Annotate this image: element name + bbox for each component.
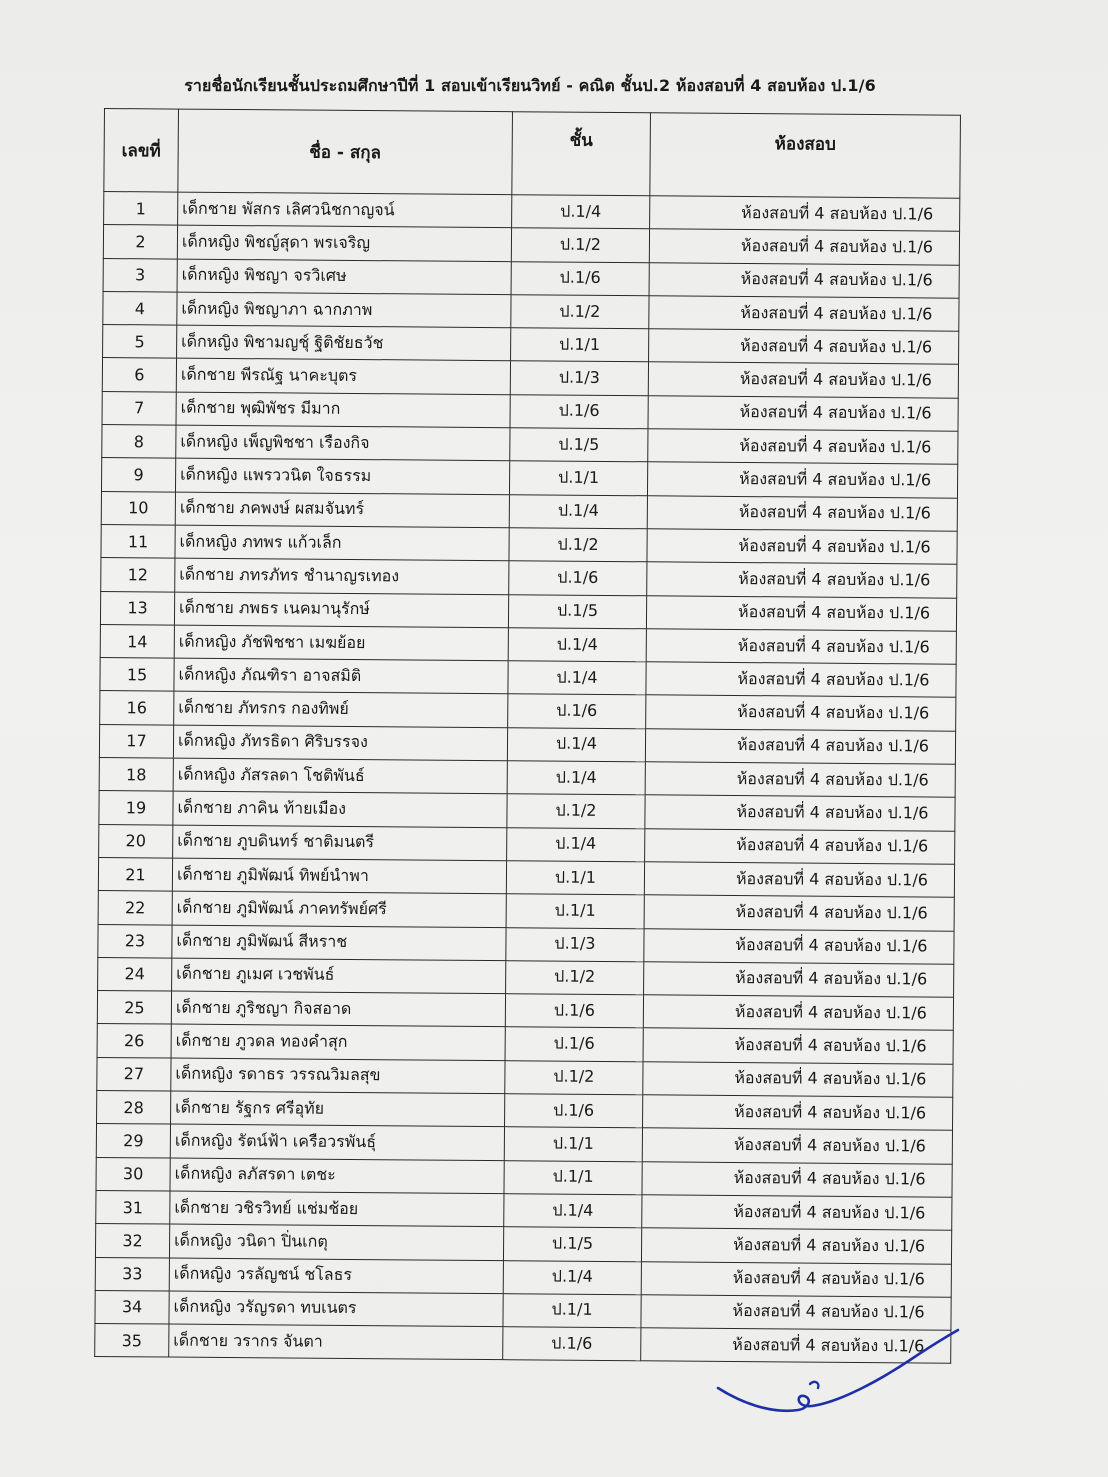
cell-student-name: เด็กชาย ภูมิพัฒน์ ภาคทรัพย์ศรี [172,891,506,927]
cell-student-name: เด็กหญิง พิชญา จรวิเศษ [177,259,511,295]
cell-class: ป.1/6 [510,394,648,428]
cell-no: 11 [101,524,175,558]
cell-no: 35 [95,1324,169,1358]
cell-class: ป.1/4 [507,761,645,795]
cell-exam-room: ห้องสอบที่ 4 สอบห้อง ป.1/6 [643,1028,953,1064]
cell-class: ป.1/3 [506,927,644,961]
cell-exam-room: ห้องสอบที่ 4 สอบห้อง ป.1/6 [646,595,956,631]
cell-student-name: เด็กชาย พัสกร เลิศวนิชกาญจน์ [178,192,512,228]
cell-class: ป.1/6 [508,694,646,728]
cell-exam-room: ห้องสอบที่ 4 สอบห้อง ป.1/6 [641,1328,951,1364]
cell-class: ป.1/4 [504,1194,642,1228]
cell-no: 30 [96,1157,170,1191]
cell-student-name: เด็กชาย พีรณัฐ นาคะบุตร [176,359,510,395]
cell-student-name: เด็กหญิง รัตน์ฟ้า เครือวรพันธุ์ [170,1124,504,1160]
cell-no: 19 [99,791,173,825]
cell-no: 13 [100,591,174,625]
cell-class: ป.1/4 [509,494,647,528]
cell-student-name: เด็กหญิง ภทพร แก้วเล็ก [175,525,509,561]
cell-no: 9 [101,458,175,492]
cell-no: 23 [98,924,172,958]
cell-class: ป.1/2 [506,961,644,995]
cell-no: 5 [103,325,177,359]
cell-exam-room: ห้องสอบที่ 4 สอบห้อง ป.1/6 [647,562,957,598]
cell-no: 4 [103,291,177,325]
cell-no: 31 [96,1190,170,1224]
cell-class: ป.1/1 [509,461,647,495]
cell-no: 25 [97,991,171,1025]
column-header-no: เลขที่ [104,109,179,193]
cell-no: 15 [100,658,174,692]
cell-class: ป.1/5 [508,594,646,628]
cell-no: 26 [97,1024,171,1058]
cell-class: ป.1/5 [510,428,648,462]
cell-no: 24 [98,957,172,991]
cell-student-name: เด็กชาย ภพธร เนคมานุรักษ์ [174,592,508,628]
cell-no: 29 [96,1124,170,1158]
cell-no: 32 [95,1224,169,1258]
cell-student-name: เด็กหญิง ลภัสรดา เตชะ [170,1158,504,1194]
cell-exam-room: ห้องสอบที่ 4 สอบห้อง ป.1/6 [647,495,957,531]
cell-student-name: เด็กหญิง พิชญ์สุดา พรเจริญ [177,225,511,261]
cell-no: 12 [101,558,175,592]
cell-exam-room: ห้องสอบที่ 4 สอบห้อง ป.1/6 [649,329,959,365]
cell-no: 21 [98,857,172,891]
cell-no: 33 [95,1257,169,1291]
cell-no: 20 [99,824,173,858]
cell-student-name: เด็กหญิง วรัญรดา ทบเนตร [169,1291,503,1327]
cell-student-name: เด็กหญิง เพ็ญพิชชา เรืองกิจ [176,425,510,461]
cell-exam-room: ห้องสอบที่ 4 สอบห้อง ป.1/6 [643,995,953,1031]
cell-no: 22 [98,891,172,925]
document-title: รายชื่อนักเรียนชั้นประถมศึกษาปีที่ 1 สอบเข้าเรียนวิทย์ - คณิต ชั้นป.2 ห้องสอบที่ 4 สอบห้อง ป.1/6 [184,76,876,95]
cell-student-name: เด็กชาย พุฒิพัชร มีมาก [176,392,510,428]
cell-student-name: เด็กชาย ภูริชญา กิจสอาด [171,991,505,1027]
cell-exam-room: ห้องสอบที่ 4 สอบห้อง ป.1/6 [650,196,960,232]
cell-no: 1 [104,192,178,226]
cell-exam-room: ห้องสอบที่ 4 สอบห้อง ป.1/6 [644,895,954,931]
signature-stroke [810,1382,818,1388]
cell-exam-room: ห้องสอบที่ 4 สอบห้อง ป.1/6 [649,296,959,332]
cell-exam-room: ห้องสอบที่ 4 สอบห้อง ป.1/6 [642,1128,952,1164]
cell-no: 16 [100,691,174,725]
cell-class: ป.1/5 [503,1227,641,1261]
cell-student-name: เด็กหญิง ภัชพิชชา เมฆย้อย [174,625,508,661]
cell-student-name: เด็กชาย ภูบดินทร์ ชาติมนตรี [173,825,507,861]
cell-student-name: เด็กชาย วรากร จันตา [169,1324,503,1360]
cell-student-name: เด็กหญิง ภัทรธิดา ศิริบรรจง [173,725,507,761]
cell-exam-room: ห้องสอบที่ 4 สอบห้อง ป.1/6 [646,662,956,698]
cell-class: ป.1/3 [510,361,648,395]
cell-no: 17 [99,724,173,758]
cell-exam-room: ห้องสอบที่ 4 สอบห้อง ป.1/6 [644,862,954,898]
cell-exam-room: ห้องสอบที่ 4 สอบห้อง ป.1/6 [644,962,954,998]
cell-exam-room: ห้องสอบที่ 4 สอบห้อง ป.1/6 [648,429,958,465]
cell-no: 3 [103,258,177,292]
column-header-name: ชื่อ - สกุล [178,109,513,195]
cell-exam-room: ห้องสอบที่ 4 สอบห้อง ป.1/6 [646,629,956,665]
cell-student-name: เด็กหญิง รดาธร วรรณวิมลสุข [171,1058,505,1094]
cell-class: ป.1/2 [511,295,649,329]
cell-class: ป.1/6 [511,261,649,295]
cell-student-name: เด็กชาย วชิรวิทย์ แช่มช้อย [170,1191,504,1227]
cell-student-name: เด็กชาย ภูวดล ทองคำสุก [171,1024,505,1060]
cell-student-name: เด็กหญิง ภัสรลดา โชติพันธ์ [173,758,507,794]
cell-exam-room: ห้องสอบที่ 4 สอบห้อง ป.1/6 [641,1261,951,1297]
cell-student-name: เด็กหญิง แพรววนิต ใจธรรม [175,458,509,494]
cell-exam-room: ห้องสอบที่ 4 สอบห้อง ป.1/6 [642,1161,952,1197]
cell-class: ป.1/6 [505,1027,643,1061]
cell-class: ป.1/1 [503,1293,641,1327]
cell-class: ป.1/4 [508,661,646,695]
cell-exam-room: ห้องสอบที่ 4 สอบห้อง ป.1/6 [647,529,957,565]
cell-student-name: เด็กหญิง พิชามญชุ์ ฐิติชัยธวัช [177,325,511,361]
cell-no: 10 [101,491,175,525]
cell-exam-room: ห้องสอบที่ 4 สอบห้อง ป.1/6 [649,262,959,298]
cell-class: ป.1/2 [505,1060,643,1094]
cell-class: ป.1/6 [503,1327,641,1361]
cell-no: 27 [97,1057,171,1091]
cell-exam-room: ห้องสอบที่ 4 สอบห้อง ป.1/6 [648,362,958,398]
table-header-row [104,109,961,199]
cell-exam-room: ห้องสอบที่ 4 สอบห้อง ป.1/6 [645,795,955,831]
cell-student-name: เด็กชาย ภัทรกร กองทิพย์ [174,692,508,728]
cell-no: 6 [102,358,176,392]
cell-student-name: เด็กหญิง ภัณฑิรา อาจสมิติ [174,658,508,694]
cell-student-name: เด็กชาย ภทรภัทร ชำนาญรเทอง [175,558,509,594]
cell-no: 18 [99,758,173,792]
cell-exam-room: ห้องสอบที่ 4 สอบห้อง ป.1/6 [646,695,956,731]
cell-no: 28 [97,1090,171,1124]
cell-exam-room: ห้องสอบที่ 4 สอบห้อง ป.1/6 [642,1195,952,1231]
cell-student-name: เด็กหญิง พิชญาภา ฉากภาพ [177,292,511,328]
student-list-table [94,108,961,1364]
cell-student-name: เด็กชาย ภคพงษ์ ผสมจันทร์ [175,492,509,528]
cell-class: ป.1/2 [511,228,649,262]
cell-exam-room: ห้องสอบที่ 4 สอบห้อง ป.1/6 [648,396,958,432]
cell-class: ป.1/4 [507,727,645,761]
cell-student-name: เด็กหญิง วรลัญชน์ ชโลธร [169,1258,503,1294]
cell-exam-room: ห้องสอบที่ 4 สอบห้อง ป.1/6 [643,1095,953,1131]
cell-class: ป.1/4 [503,1260,641,1294]
column-header-class: ชั้น [512,112,651,196]
cell-class: ป.1/6 [509,561,647,595]
cell-class: ป.1/1 [506,861,644,895]
cell-class: ป.1/6 [505,1094,643,1128]
cell-no: 2 [103,225,177,259]
cell-class: ป.1/4 [512,195,650,229]
cell-class: ป.1/6 [505,994,643,1028]
cell-exam-room: ห้องสอบที่ 4 สอบห้อง ป.1/6 [647,462,957,498]
cell-student-name: เด็กชาย ภาคิน ท้ายเมือง [173,791,507,827]
cell-exam-room: ห้องสอบที่ 4 สอบห้อง ป.1/6 [645,828,955,864]
cell-exam-room: ห้องสอบที่ 4 สอบห้อง ป.1/6 [641,1295,951,1331]
cell-exam-room: ห้องสอบที่ 4 สอบห้อง ป.1/6 [645,729,955,765]
cell-class: ป.1/1 [504,1160,642,1194]
cell-exam-room: ห้องสอบที่ 4 สอบห้อง ป.1/6 [649,229,959,265]
cell-student-name: เด็กชาย รัฐกร ศรีอุทัย [171,1091,505,1127]
cell-class: ป.1/1 [506,894,644,928]
cell-class: ป.1/4 [508,628,646,662]
cell-exam-room: ห้องสอบที่ 4 สอบห้อง ป.1/6 [641,1228,951,1264]
cell-student-name: เด็กชาย ภูเมศ เวชพันธ์ [172,958,506,994]
cell-no: 8 [102,425,176,459]
cell-student-name: เด็กชาย ภูมิพัฒน์ ทิพย์นำพา [172,858,506,894]
cell-class: ป.1/1 [511,328,649,362]
cell-class: ป.1/2 [509,528,647,562]
cell-student-name: เด็กหญิง วนิดา ปิ่นเกตุ [169,1224,503,1260]
table-row [95,1324,951,1364]
table-body [95,192,960,1364]
cell-no: 14 [100,624,174,658]
cell-no: 7 [102,391,176,425]
cell-student-name: เด็กชาย ภูมิพัฒน์ สีหราช [172,925,506,961]
cell-class: ป.1/1 [504,1127,642,1161]
cell-no: 34 [95,1290,169,1324]
cell-class: ป.1/4 [507,827,645,861]
cell-class: ป.1/2 [507,794,645,828]
cell-exam-room: ห้องสอบที่ 4 สอบห้อง ป.1/6 [644,928,954,964]
cell-exam-room: ห้องสอบที่ 4 สอบห้อง ป.1/6 [643,1061,953,1097]
column-header-room: ห้องสอบ [650,113,961,198]
cell-exam-room: ห้องสอบที่ 4 สอบห้อง ป.1/6 [645,762,955,798]
